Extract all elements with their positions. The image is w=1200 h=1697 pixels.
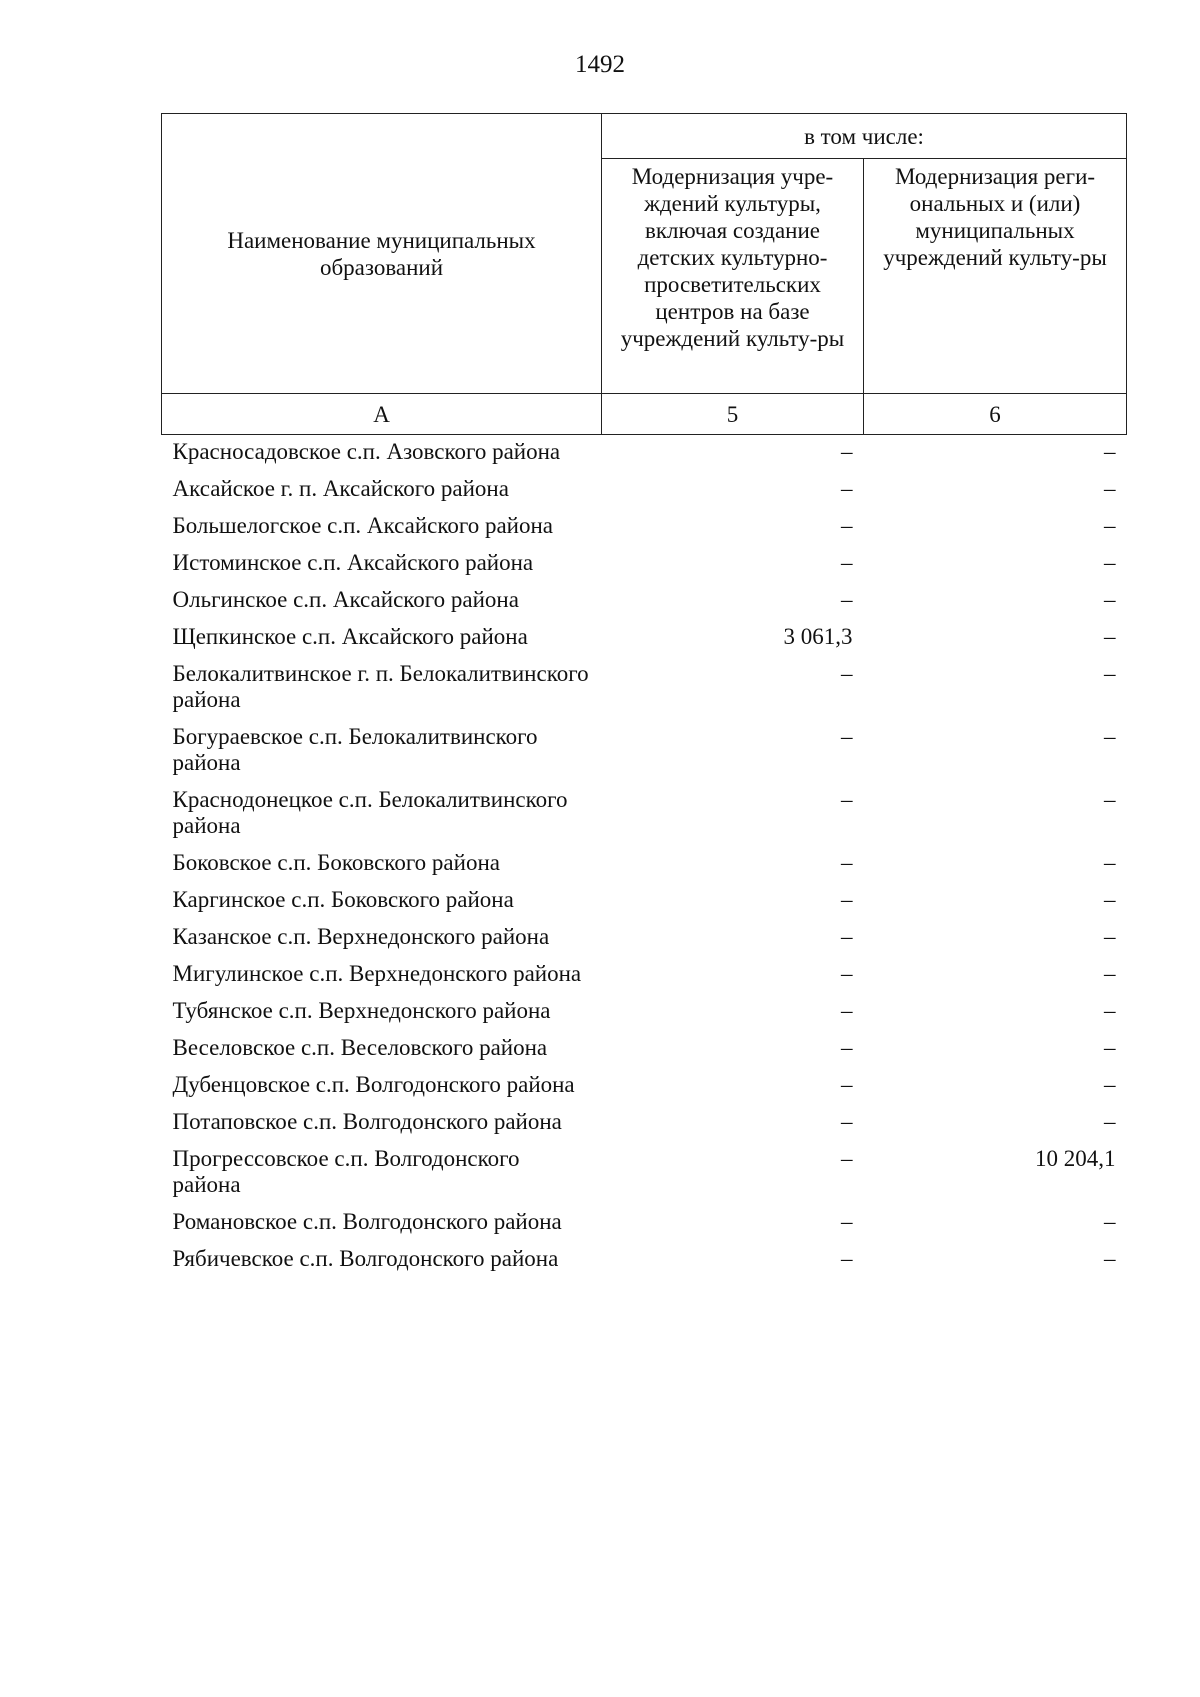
table-row — [162, 1206, 1127, 1243]
table-body — [162, 435, 1127, 1281]
col-5-value-cell: – — [841, 1209, 853, 1234]
header-municipality-name: Наименование муниципальных образований — [162, 114, 602, 394]
col-6-value-cell: – — [1104, 661, 1116, 686]
col-6-value-cell: – — [1104, 624, 1116, 649]
col-5-value-cell: – — [841, 924, 853, 949]
header-col-6: Модернизация реги-ональных и (или) муниципальных учреждений культу-ры — [864, 159, 1127, 394]
municipality-name-cell: Ольгинское с.п. Аксайского района — [172, 587, 519, 612]
col-5-value-cell: – — [841, 661, 853, 686]
municipality-name-cell: Мигулинское с.п. Верхнедонского района — [172, 961, 582, 986]
col-5-value-cell: – — [841, 961, 853, 986]
municipality-name-cell: Аксайское г. п. Аксайского района — [172, 476, 509, 501]
col-5-value-cell: – — [841, 1072, 853, 1097]
table-row — [162, 784, 1127, 847]
col-6-value-cell: – — [1104, 1246, 1116, 1271]
municipality-name-cell: Тубянское с.п. Верхнедонского района — [172, 998, 551, 1023]
municipalities-table — [161, 113, 1127, 1280]
page-number: 1492 — [575, 51, 625, 78]
header-index-5: 5 — [602, 394, 864, 435]
col-6-value-cell: 10 204,1 — [1035, 1146, 1116, 1171]
col-6-value-cell: – — [1104, 850, 1116, 875]
table-row — [162, 1069, 1127, 1106]
col-6-value-cell: – — [1104, 513, 1116, 538]
municipality-name-cell: Истоминское с.п. Аксайского района — [172, 550, 534, 575]
municipality-name-cell: Красносадовское с.п. Азовского района — [172, 439, 561, 464]
col-5-value-cell: – — [841, 476, 853, 501]
header-index-6: 6 — [864, 394, 1127, 435]
col-5-value-cell: – — [841, 587, 853, 612]
col-6-value-cell: – — [1104, 1072, 1116, 1097]
municipality-name-cell: Краснодонецкое с.п. Белокалитвинского района — [172, 787, 568, 838]
col-5-value-cell: – — [841, 850, 853, 875]
municipality-name-cell: Потаповское с.п. Волгодонского района — [172, 1109, 562, 1134]
table-row — [162, 1032, 1127, 1069]
table-row — [162, 847, 1127, 884]
table-row — [162, 921, 1127, 958]
col-5-value-cell: – — [841, 998, 853, 1023]
municipality-name-cell: Большелогское с.п. Аксайского района — [172, 513, 553, 538]
municipality-name-cell: Боковское с.п. Боковского района — [172, 850, 500, 875]
header-including: в том числе: — [602, 114, 1127, 159]
table-row — [162, 435, 1127, 474]
col-6-value-cell: – — [1104, 924, 1116, 949]
table-header — [162, 114, 1127, 435]
col-5-value-cell: – — [841, 550, 853, 575]
col-6-value-cell: – — [1104, 587, 1116, 612]
col-5-value-cell: – — [841, 513, 853, 538]
table-row — [162, 584, 1127, 621]
table-row — [162, 995, 1127, 1032]
col-6-value-cell: – — [1104, 887, 1116, 912]
col-5-value-cell: – — [841, 887, 853, 912]
col-6-value-cell: – — [1104, 724, 1116, 749]
table-row — [162, 884, 1127, 921]
col-6-value-cell: – — [1104, 961, 1116, 986]
municipality-name-cell: Белокалитвинское г. п. Белокалитвинского района — [172, 661, 589, 712]
col-5-value-cell: – — [841, 1109, 853, 1134]
table-row — [162, 1143, 1127, 1206]
table-row — [162, 510, 1127, 547]
municipality-name-cell: Веселовское с.п. Веселовского района — [172, 1035, 548, 1060]
table-row — [162, 958, 1127, 995]
table-row — [162, 473, 1127, 510]
municipality-name-cell: Щепкинское с.п. Аксайского района — [172, 624, 528, 649]
col-6-value-cell: – — [1104, 550, 1116, 575]
col-5-value-cell: – — [841, 1146, 853, 1171]
table-row — [162, 547, 1127, 584]
header-col-5: Модернизация учре-ждений культуры, включая создание детских культурно-просветительских центров на базе учреждений культу-ры — [602, 159, 864, 394]
col-6-value-cell: – — [1104, 1035, 1116, 1060]
col-5-value-cell: – — [841, 439, 853, 464]
col-5-value-cell: – — [841, 787, 853, 812]
table-row — [162, 721, 1127, 784]
municipality-name-cell: Богураевское с.п. Белокалитвинского района — [172, 724, 538, 775]
col-5-value-cell: – — [841, 724, 853, 749]
table-row — [162, 1243, 1127, 1280]
table-row — [162, 658, 1127, 721]
col-6-value-cell: – — [1104, 787, 1116, 812]
municipality-name-cell: Прогрессовское с.п. Волгодонского района — [172, 1146, 520, 1197]
table-row — [162, 1106, 1127, 1143]
col-5-value-cell: 3 061,3 — [783, 624, 853, 649]
municipality-name-cell: Каргинское с.п. Боковского района — [172, 887, 514, 912]
col-6-value-cell: – — [1104, 439, 1116, 464]
municipality-name-cell: Казанское с.п. Верхнедонского района — [172, 924, 550, 949]
col-6-value-cell: – — [1104, 1209, 1116, 1234]
municipality-name-cell: Рябичевское с.п. Волгодонского района — [172, 1246, 559, 1271]
col-5-value-cell: – — [841, 1035, 853, 1060]
table-row — [162, 621, 1127, 658]
col-6-value-cell: – — [1104, 998, 1116, 1023]
col-5-value-cell: – — [841, 1246, 853, 1271]
col-6-value-cell: – — [1104, 1109, 1116, 1134]
municipality-name-cell: Романовское с.п. Волгодонского района — [172, 1209, 562, 1234]
municipality-name-cell: Дубенцовское с.п. Волгодонского района — [172, 1072, 575, 1097]
col-6-value-cell: – — [1104, 476, 1116, 501]
header-index-name: А — [162, 394, 602, 435]
